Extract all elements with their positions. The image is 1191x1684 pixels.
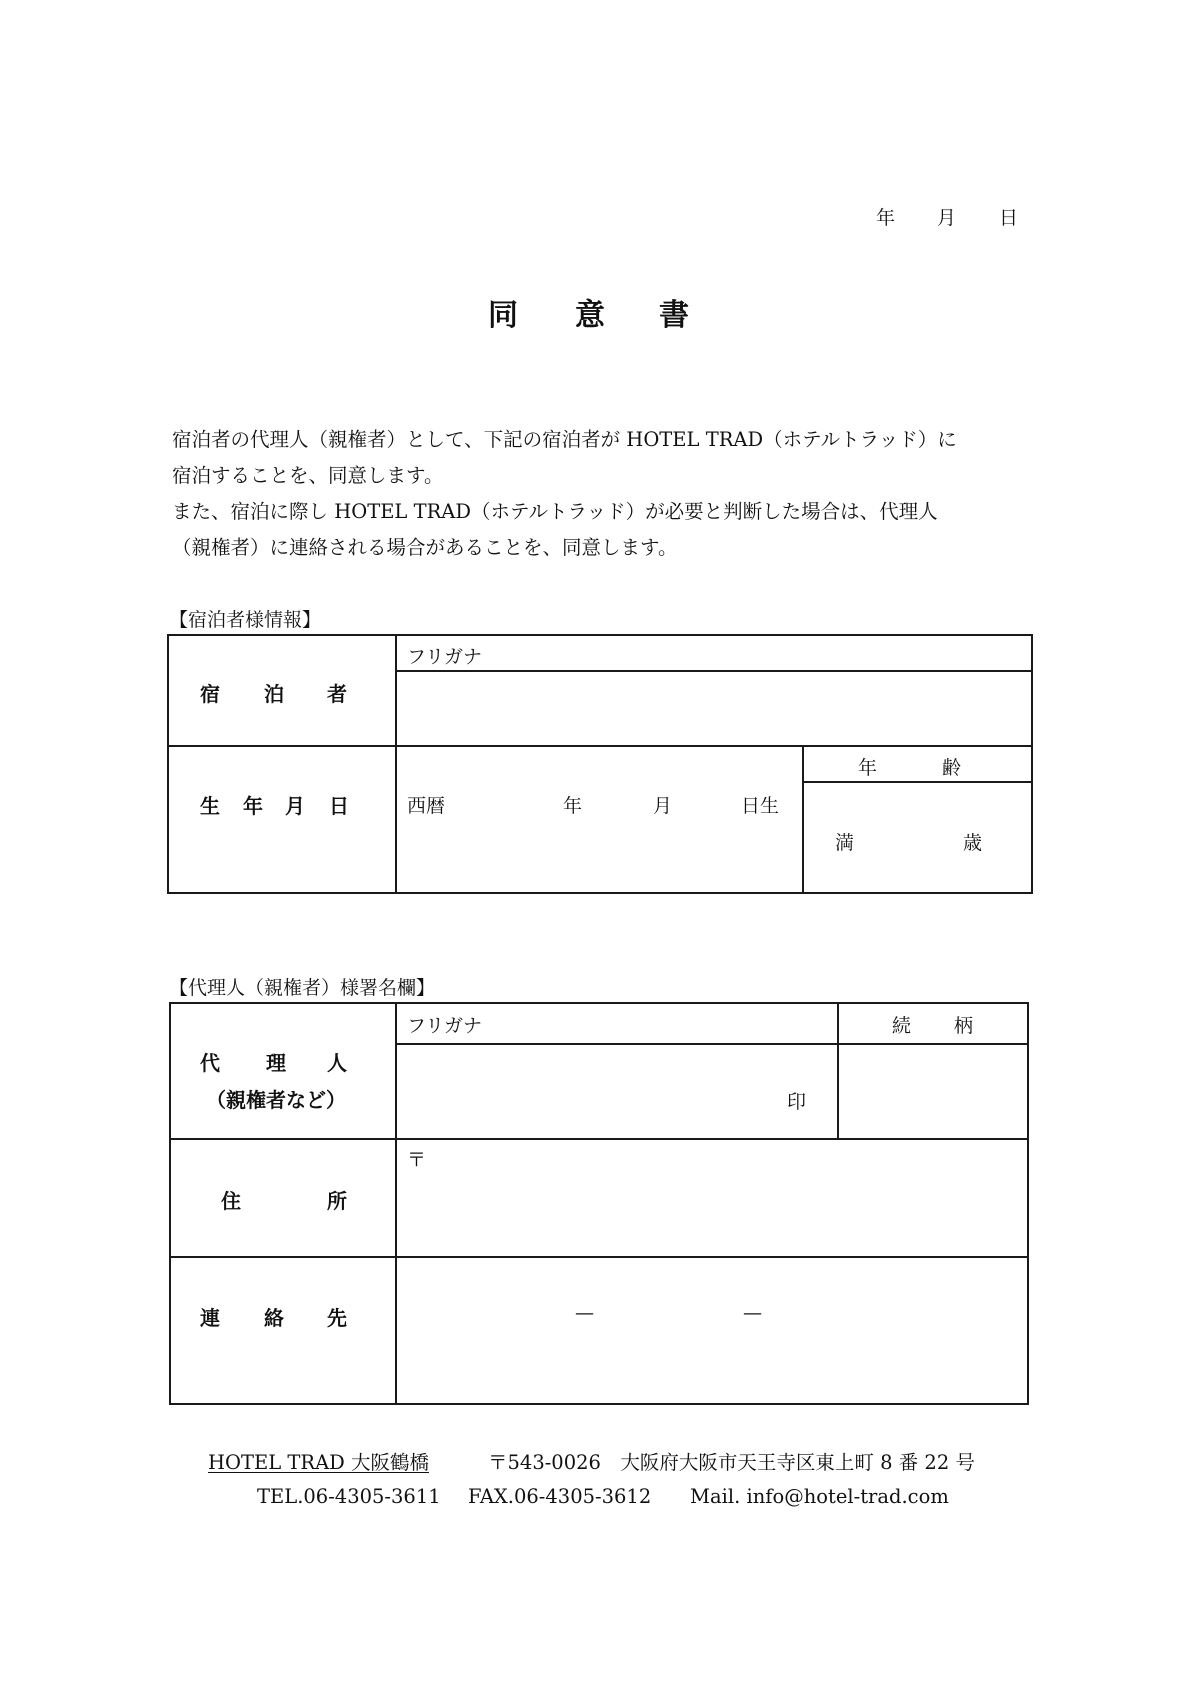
birth-label-char: 年 <box>243 794 263 818</box>
birth-era-label: 西暦 <box>407 795 446 817</box>
contact-label-char: 絡 <box>264 1306 284 1330</box>
birth-label-char: 生 <box>200 794 220 818</box>
contact-dash: — <box>743 1302 762 1324</box>
agent-furigana-label: フリガナ <box>407 1015 483 1037</box>
age-header-char: 齢 <box>942 757 962 779</box>
guest-label-char: 泊 <box>264 682 284 706</box>
relation-field[interactable] <box>839 1045 1026 1137</box>
title-char: 同 <box>488 298 518 333</box>
age-header-char: 年 <box>858 757 878 779</box>
hotel-address: 〒543-0026 大阪府大阪市天王寺区東上町 8 番 22 号 <box>488 1451 975 1474</box>
birth-date-field[interactable] <box>397 747 801 891</box>
birth-month-label: 月 <box>653 795 673 817</box>
address-label-char: 住 <box>221 1189 241 1213</box>
agent-sublabel: （親権者など） <box>206 1088 346 1112</box>
age-prefix-label: 満 <box>835 832 855 854</box>
hotel-fax: FAX.06-4305-3612 <box>468 1485 652 1508</box>
agent-label-char: 代 <box>200 1051 220 1075</box>
title-char: 意 <box>575 298 605 333</box>
contact-field[interactable] <box>397 1258 1026 1402</box>
contact-label-char: 先 <box>327 1306 347 1330</box>
age-suffix-label: 歳 <box>963 832 983 854</box>
hotel-tel: TEL.06-4305-3611 <box>257 1485 441 1508</box>
address-label-char: 所 <box>327 1189 347 1213</box>
seal-mark: 印 <box>787 1091 807 1113</box>
body-line: 宿泊者の代理人（親権者）として、下記の宿泊者が HOTEL TRAD（ホテルトラッド）に <box>172 428 957 451</box>
birth-day-label: 日生 <box>741 795 780 817</box>
postal-mark: 〒 <box>407 1149 427 1171</box>
hotel-name: HOTEL TRAD 大阪鶴橋 <box>208 1451 429 1474</box>
hotel-mail: Mail. info@hotel-trad.com <box>690 1485 949 1508</box>
contact-dash: — <box>575 1302 594 1324</box>
relation-header-char: 続 <box>892 1015 912 1037</box>
birth-label-char: 月 <box>285 794 305 818</box>
guest-name-field[interactable] <box>397 672 1030 744</box>
body-line: （親権者）に連絡される場合があることを、同意します。 <box>172 536 678 559</box>
agent-label-char: 理 <box>266 1051 286 1075</box>
address-field[interactable] <box>397 1140 1026 1255</box>
title-char: 書 <box>659 298 689 333</box>
date-month-label: 月 <box>937 207 957 229</box>
birth-year-label: 年 <box>563 795 583 817</box>
body-line: 宿泊することを、同意します。 <box>172 464 444 487</box>
contact-label-char: 連 <box>200 1306 220 1330</box>
agent-section-heading: 【代理人（親権者）様署名欄】 <box>169 977 436 999</box>
relation-header-char: 柄 <box>954 1015 974 1037</box>
guest-section-heading: 【宿泊者様情報】 <box>169 609 322 631</box>
birth-label-char: 日 <box>329 794 349 818</box>
body-line: また、宿泊に際し HOTEL TRAD（ホテルトラッド）が必要と判断した場合は、代理人 <box>172 500 938 523</box>
date-year-label: 年 <box>876 207 896 229</box>
agent-label-char: 人 <box>327 1051 347 1075</box>
guest-furigana-label: フリガナ <box>407 646 483 668</box>
guest-label-char: 宿 <box>200 682 220 706</box>
agent-name-field[interactable] <box>397 1045 836 1137</box>
date-day-label: 日 <box>999 207 1019 229</box>
guest-label-char: 者 <box>327 682 347 706</box>
